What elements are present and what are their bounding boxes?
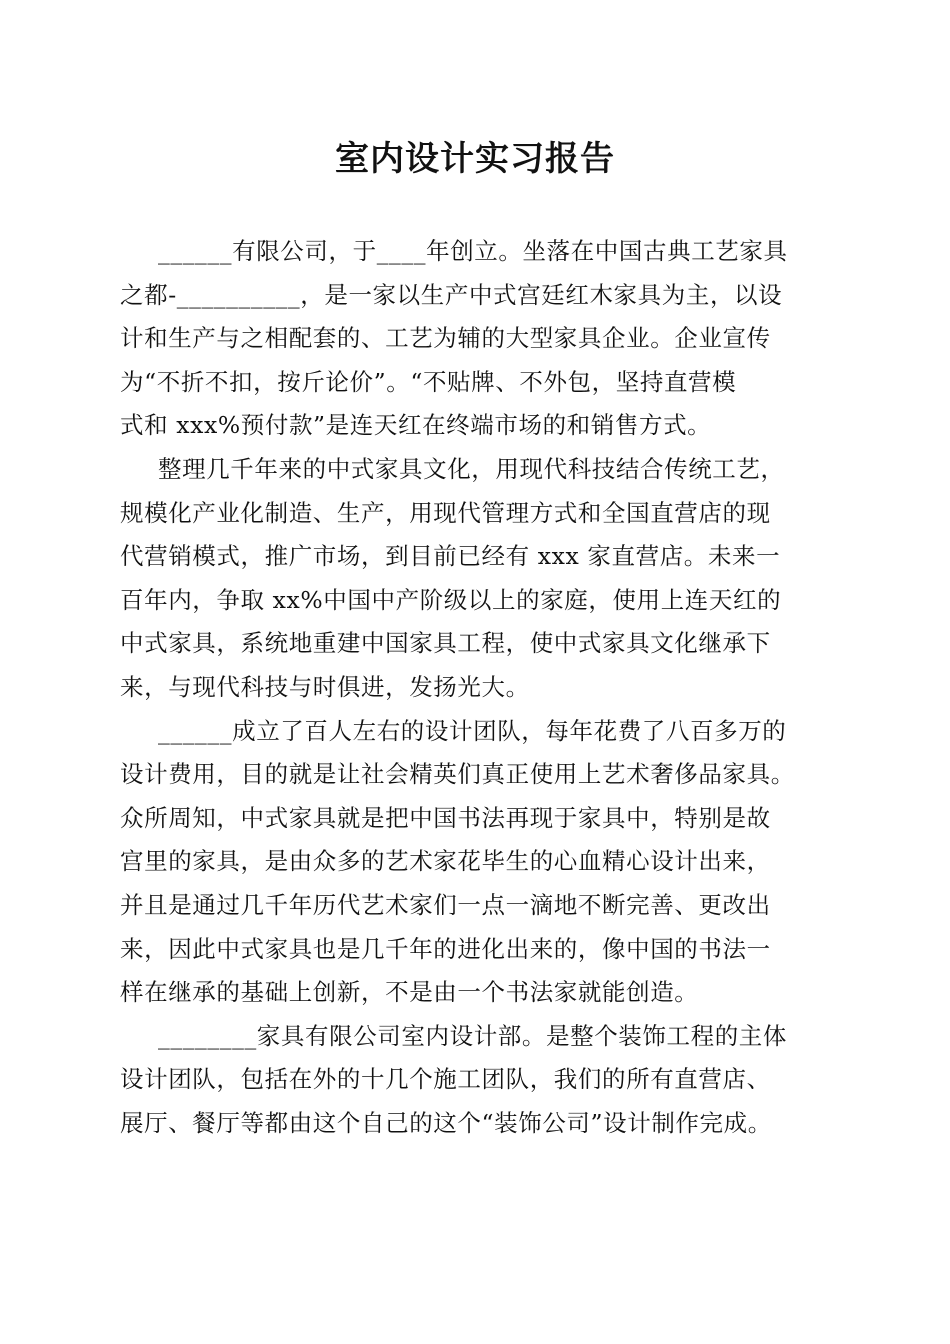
paragraph-line: 宫里的家具，是由众多的艺术家花毕生的心血精心设计出来， xyxy=(120,847,771,876)
paragraph-line: 之都-__________，是一家以生产中式宫廷红木家具为主，以设 xyxy=(120,280,783,309)
document-title: 室内设计实习报告 xyxy=(335,139,615,179)
paragraph-line: 式和 xxx%预付款”是连天红在终端市场的和销售方式。 xyxy=(120,411,712,440)
paragraph-line: 设计费用，目的就是让社会精英们真正使用上艺术奢侈品家具。 xyxy=(120,760,795,789)
paragraph-line: 计和生产与之相配套的、工艺为辅的大型家具企业。企业宣传 xyxy=(120,324,771,353)
paragraph-line: 为“不折不扣，按斤论价”。“不贴牌、不外包，坚持直营模 xyxy=(120,367,737,396)
paragraph-line: 代营销模式，推广市场，到目前已经有 xxx 家直营店。未来一 xyxy=(120,542,781,571)
paragraph-line: ______有限公司，于____年创立。坐落在中国古典工艺家具 xyxy=(158,237,788,265)
paragraph-line: ______成立了百人左右的设计团队，每年花费了八百多万的 xyxy=(158,716,787,745)
document-body xyxy=(120,230,840,1145)
paragraph-line: 样在继承的基础上创新，不是由一个书法家就能创造。 xyxy=(120,978,699,1007)
paragraph-line: 整理几千年来的中式家具文化，用现代科技结合传统工艺， xyxy=(158,454,785,483)
paragraph xyxy=(120,230,840,448)
paragraph-line: 众所周知，中式家具就是把中国书法再现于家具中，特别是故 xyxy=(120,803,771,832)
paragraph-line: 设计团队，包括在外的十几个施工团队，我们的所有直营店、 xyxy=(120,1065,771,1094)
paragraph xyxy=(120,1015,840,1146)
paragraph-line: 百年内，争取 xx%中国中产阶级以上的家庭，使用上连天红的 xyxy=(120,585,782,614)
paragraph-line: ________家具有限公司室内设计部。是整个装饰工程的主体 xyxy=(158,1021,787,1050)
paragraph xyxy=(120,710,840,1015)
paragraph xyxy=(120,448,840,710)
paragraph-line: 展厅、餐厅等都由这个自己的这个“装饰公司”设计制作完成。 xyxy=(120,1108,772,1137)
paragraph-line: 规模化产业化制造、生产，用现代管理方式和全国直营店的现 xyxy=(120,498,771,527)
paragraph-line: 并且是通过几千年历代艺术家们一点一滴地不断完善、更改出 xyxy=(120,890,771,919)
paragraph-line: 来，因此中式家具也是几千年的进化出来的，像中国的书法一 xyxy=(120,934,771,963)
paragraph-line: 中式家具，系统地重建中国家具工程，使中式家具文化继承下 xyxy=(120,629,771,658)
paragraph-line: 来，与现代科技与时俱进，发扬光大。 xyxy=(120,672,530,701)
